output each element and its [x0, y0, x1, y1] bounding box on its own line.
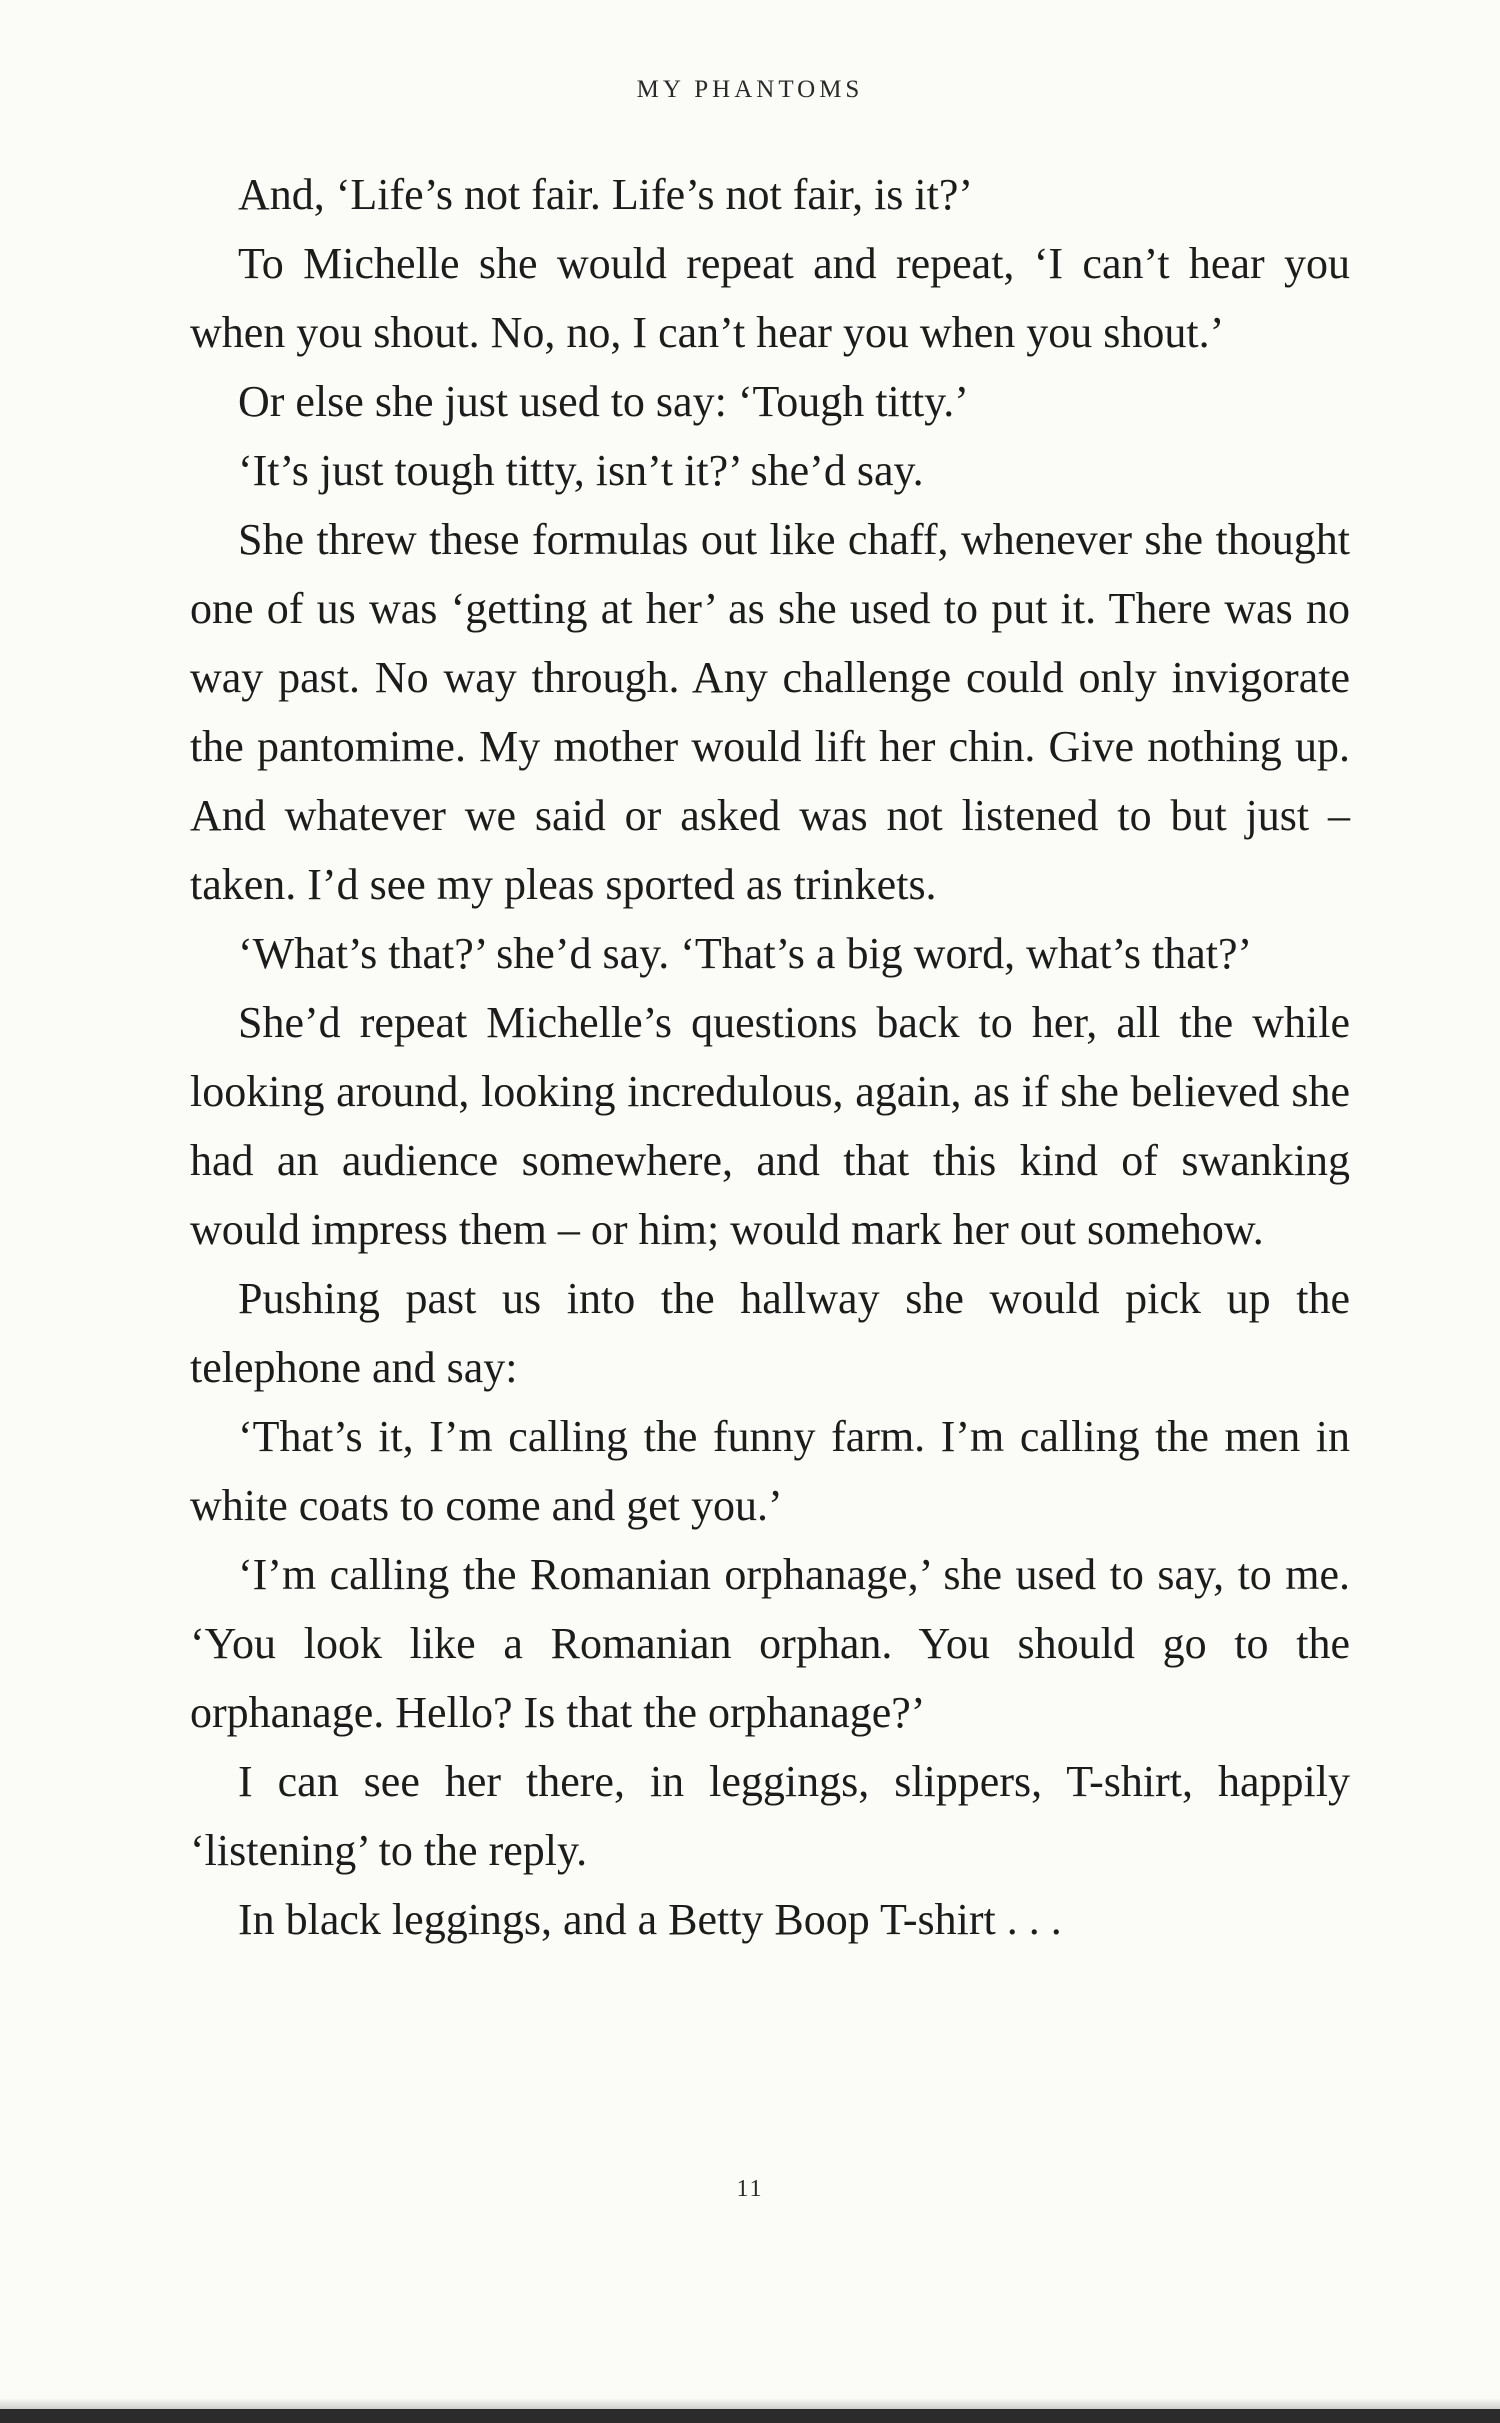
paragraph-11: I can see her there, in leggings, slippers, T-shirt, happily ‘listening’ to the reply. — [190, 1757, 1350, 1875]
running-head: MY PHANTOMS — [636, 76, 864, 103]
paragraph-2: To Michelle she would repeat and repeat, ‘I can’t hear you when you shout. No, no, I can’t hear you when you shout.’ — [190, 239, 1350, 357]
paragraph-9: ‘That’s it, I’m calling the funny farm. I’m calling the men in white coats to come and get you.’ — [190, 1412, 1350, 1530]
paragraph-3: Or else she just used to say: ‘Tough titty.’ — [238, 377, 969, 426]
paragraph-4: ‘It’s just tough titty, isn’t it?’ she’d say. — [238, 446, 924, 495]
scan-bottom-edge — [0, 2409, 1500, 2423]
body-text — [190, 160, 1350, 1954]
paragraph-1: And, ‘Life’s not fair. Life’s not fair, is it?’ — [238, 170, 974, 219]
page-bottom-shadow — [0, 2398, 1500, 2409]
paragraph-7: She’d repeat Michelle’s questions back to her, all the while looking around, looking incredulous, again, as if she believed she had an audience somewhere, and that this kind of swanking would impress them – or him; would mark her out somehow. — [190, 998, 1350, 1254]
paragraph-8: Pushing past us into the hallway she would pick up the telephone and say: — [190, 1274, 1350, 1392]
paragraph-6: ‘What’s that?’ she’d say. ‘That’s a big word, what’s that?’ — [238, 929, 1253, 978]
page-number: 11 — [736, 2176, 764, 2202]
paragraph-12: In black leggings, and a Betty Boop T-shirt . . . — [238, 1895, 1062, 1944]
paragraph-10: ‘I’m calling the Romanian orphanage,’ she used to say, to me. ‘You look like a Romanian orphan. You should go to the orphanage. Hello? Is that the orphanage?’ — [190, 1550, 1350, 1737]
paragraph-5: She threw these formulas out like chaff, whenever she thought one of us was ‘getting at her’ as she used to put it. There was no way past. No way through. Any challenge could only invigorate the pantomime. My mother would lift her chin. Give nothing up. And whatever we said or asked was not listened to but just – taken. I’d see my pleas sported as trinkets. — [190, 515, 1350, 909]
